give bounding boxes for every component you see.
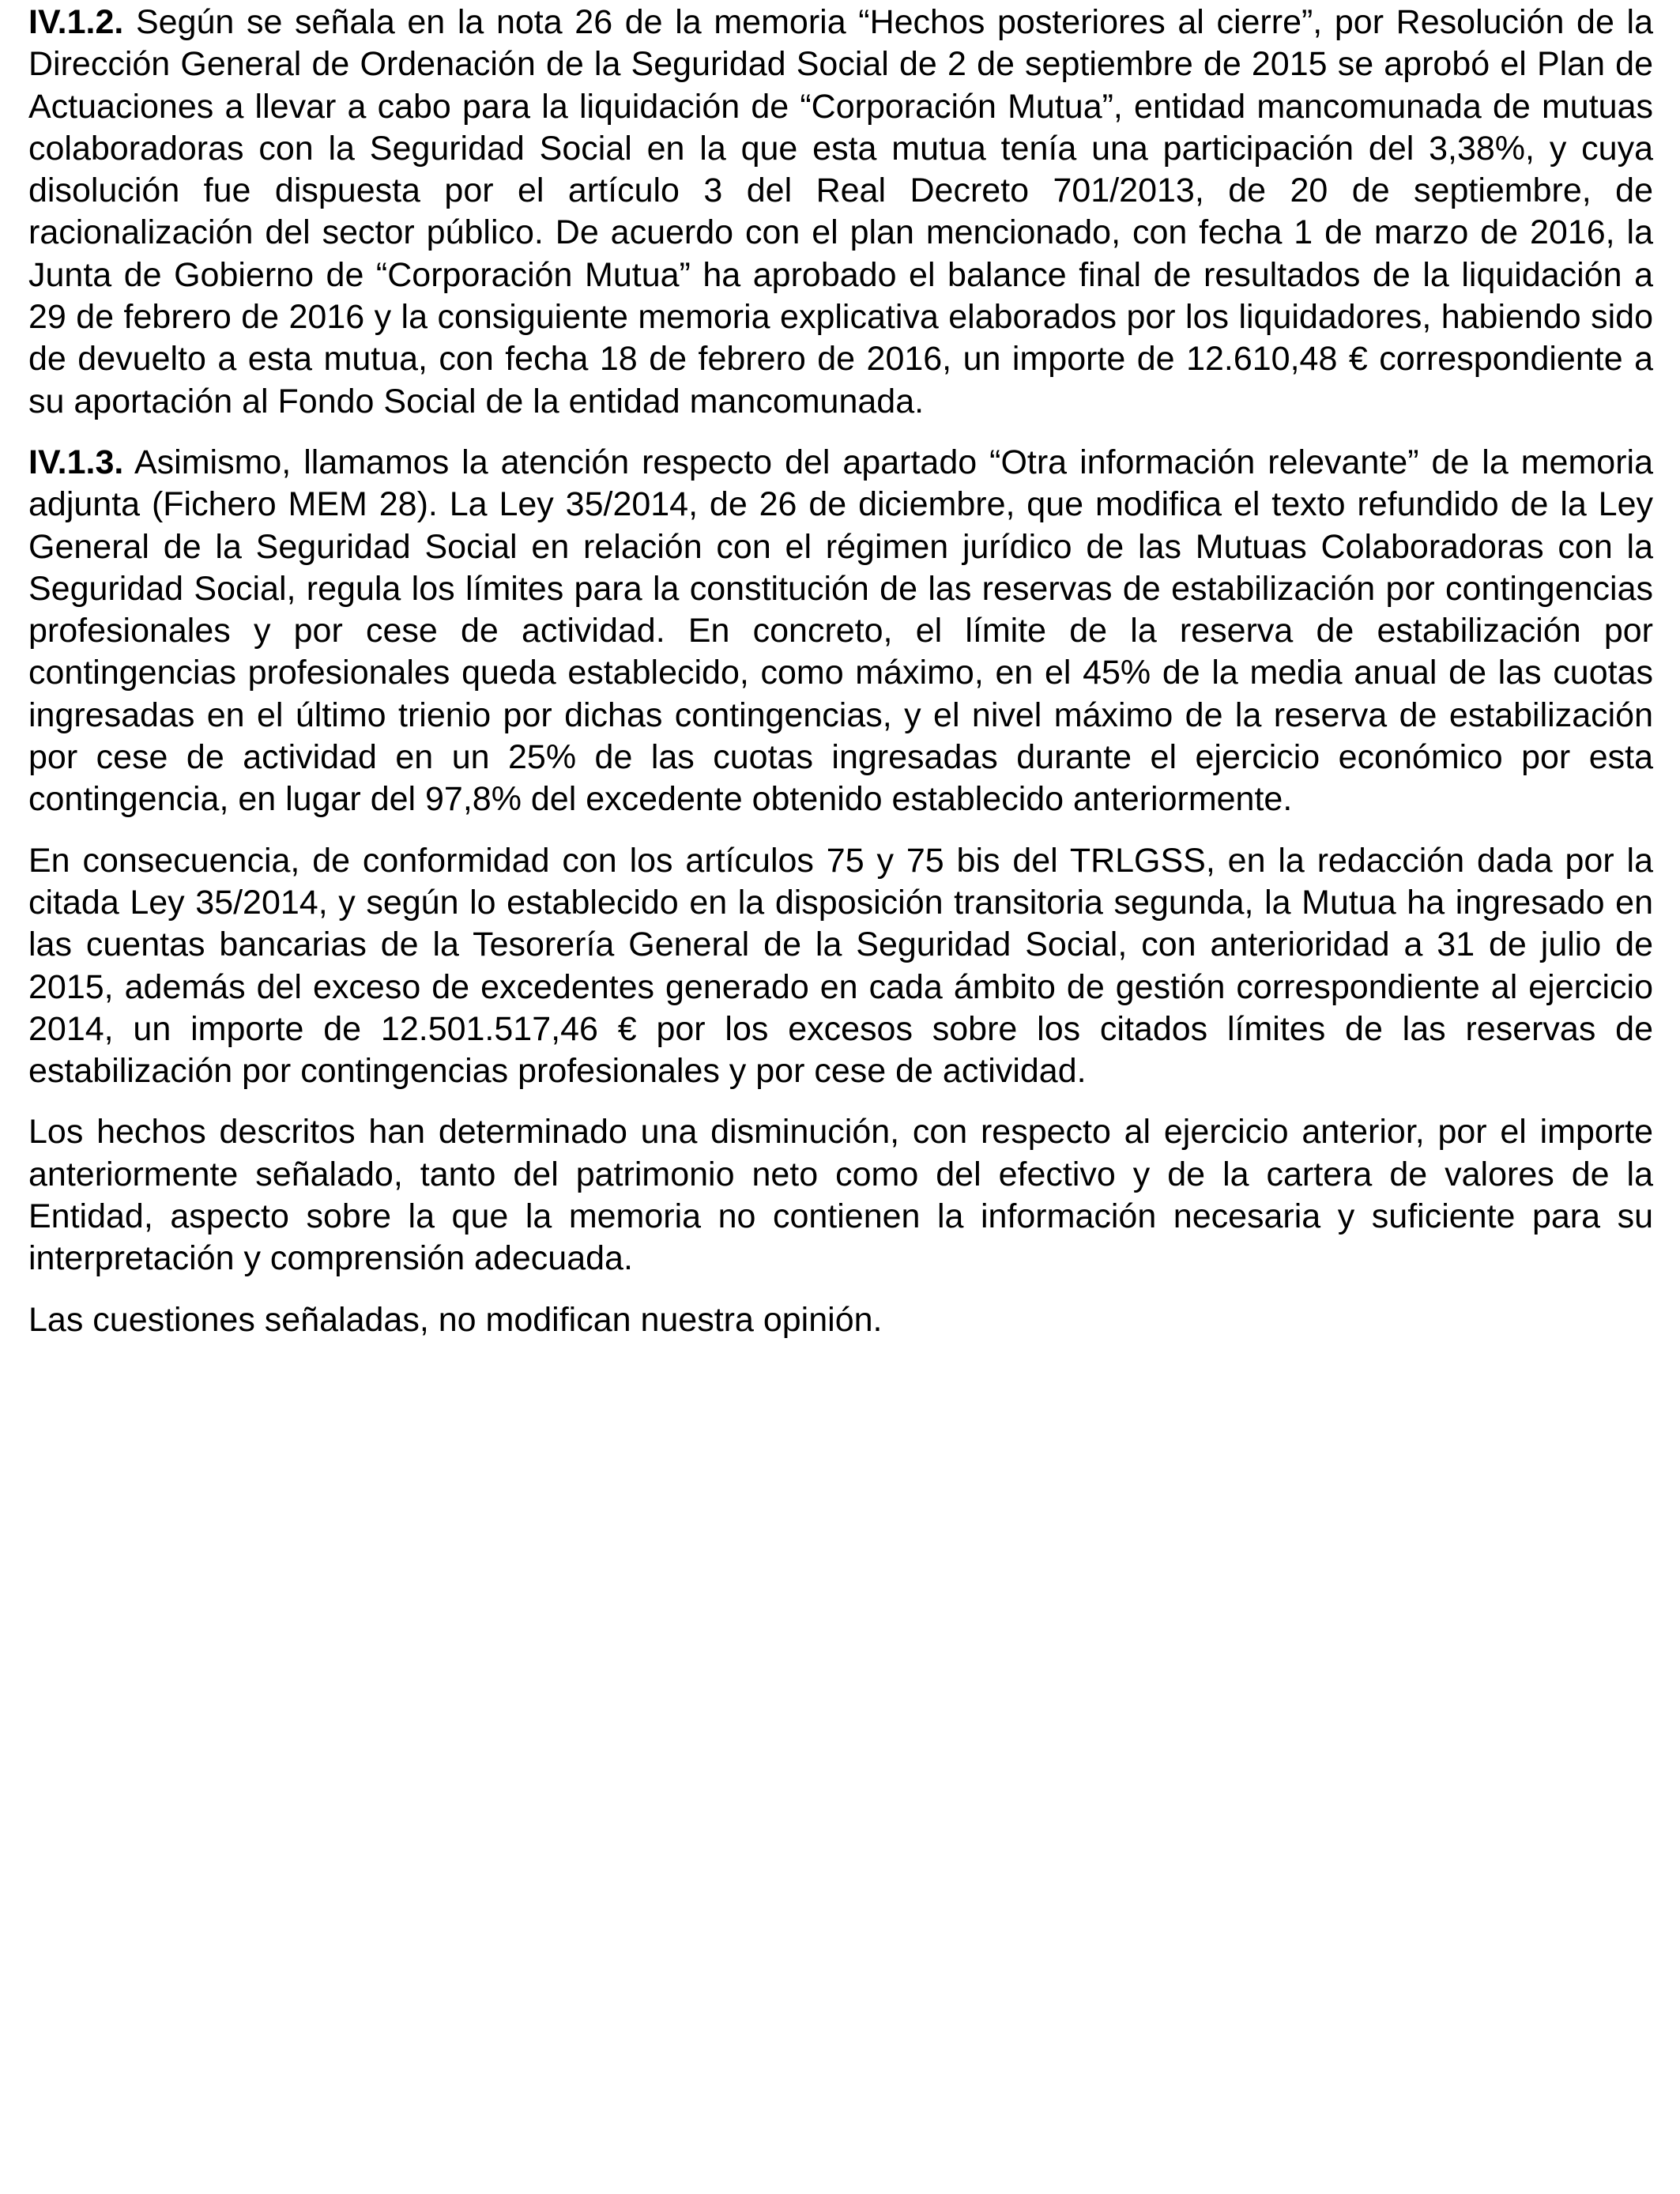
paragraph-conclusion — [28, 1299, 1653, 1341]
paragraph-hechos-descritos — [28, 1111, 1653, 1280]
section-number: IV.1.3. — [28, 443, 124, 481]
section-number: IV.1.2. — [28, 3, 124, 41]
paragraph-text: Los hechos descritos han determinado una disminución, con respecto al ejercicio anterior, por el importe anteriormente señalado, tanto del patrimonio neto como del efectivo y de la cartera de valores de la Entidad, aspecto sobre la que la memoria no contienen la información necesaria y suficiente para su interpretación y comprensión adecuada. — [28, 1113, 1653, 1278]
paragraph-iv-1-3 — [28, 442, 1653, 821]
paragraph-text: En consecuencia, de conformidad con los artículos 75 y 75 bis del TRLGSS, en la redacción dada por la citada Ley 35/2014, y según lo establecido en la disposición transitoria segunda, la Mutua ha ingresado en las cuentas bancarias de la Tesorería General de la Seguridad Social, con anterioridad a 31 de julio de 2015, además del exceso de excedentes generado en cada ámbito de gestión correspondiente al ejercicio 2014, un importe de 12.501.517,46 € por los excesos sobre los citados límites de las reservas de estabilización por contingencias profesionales y por cese de actividad. — [28, 841, 1653, 1091]
paragraph-consecuencia — [28, 840, 1653, 1093]
paragraph-text: Las cuestiones señaladas, no modifican nuestra opinión. — [28, 1300, 883, 1339]
paragraph-iv-1-2 — [28, 2, 1653, 423]
document-page — [28, 0, 1653, 1360]
paragraph-text: Según se señala en la nota 26 de la memoria “Hechos posteriores al cierre”, por Resolución de la Dirección General de Ordenación de la Seguridad Social de 2 de septiembre de 2015 se aprobó el Plan de Actuaciones a llevar a cabo para la liquidación de “Corporación Mutua”, entidad mancomunada de mutuas colaboradoras con la Seguridad Social en la que esta mutua tenía una participación del 3,38%, y cuya disolución fue dispuesta por el artículo 3 del Real Decreto 701/2013, de 20 de septiembre, de racionalización del sector público. De acuerdo con el plan mencionado, con fecha 1 de marzo de 2016, la Junta de Gobierno de “Corporación Mutua” ha aprobado el balance final de resultados de la liquidación a 29 de febrero de 2016 y la consiguiente memoria explicativa elaborados por los liquidadores, habiendo sido de devuelto a esta mutua, con fecha 18 de febrero de 2016, un importe de 12.610,48 € correspondiente a su aportación al Fondo Social de la entidad mancomunada. — [28, 3, 1653, 420]
paragraph-text: Asimismo, llamamos la atención respecto del apartado “Otra información relevante” de la memoria adjunta (Fichero MEM 28). La Ley 35/2014, de 26 de diciembre, que modifica el texto refundido de la Ley General de la Seguridad Social en relación con el régimen jurídico de las Mutuas Colaboradoras con la Seguridad Social, regula los límites para la constitución de las reservas de estabilización por contingencias profesionales y por cese de actividad. En concreto, el límite de la reserva de estabilización por contingencias profesionales queda establecido, como máximo, en el 45% de la media anual de las cuotas ingresadas en el último trienio por dichas contingencias, y el nivel máximo de la reserva de estabilización por cese de actividad en un 25% de las cuotas ingresadas durante el ejercicio económico por esta contingencia, en lugar del 97,8% del excedente obtenido establecido anteriormente. — [28, 443, 1653, 819]
